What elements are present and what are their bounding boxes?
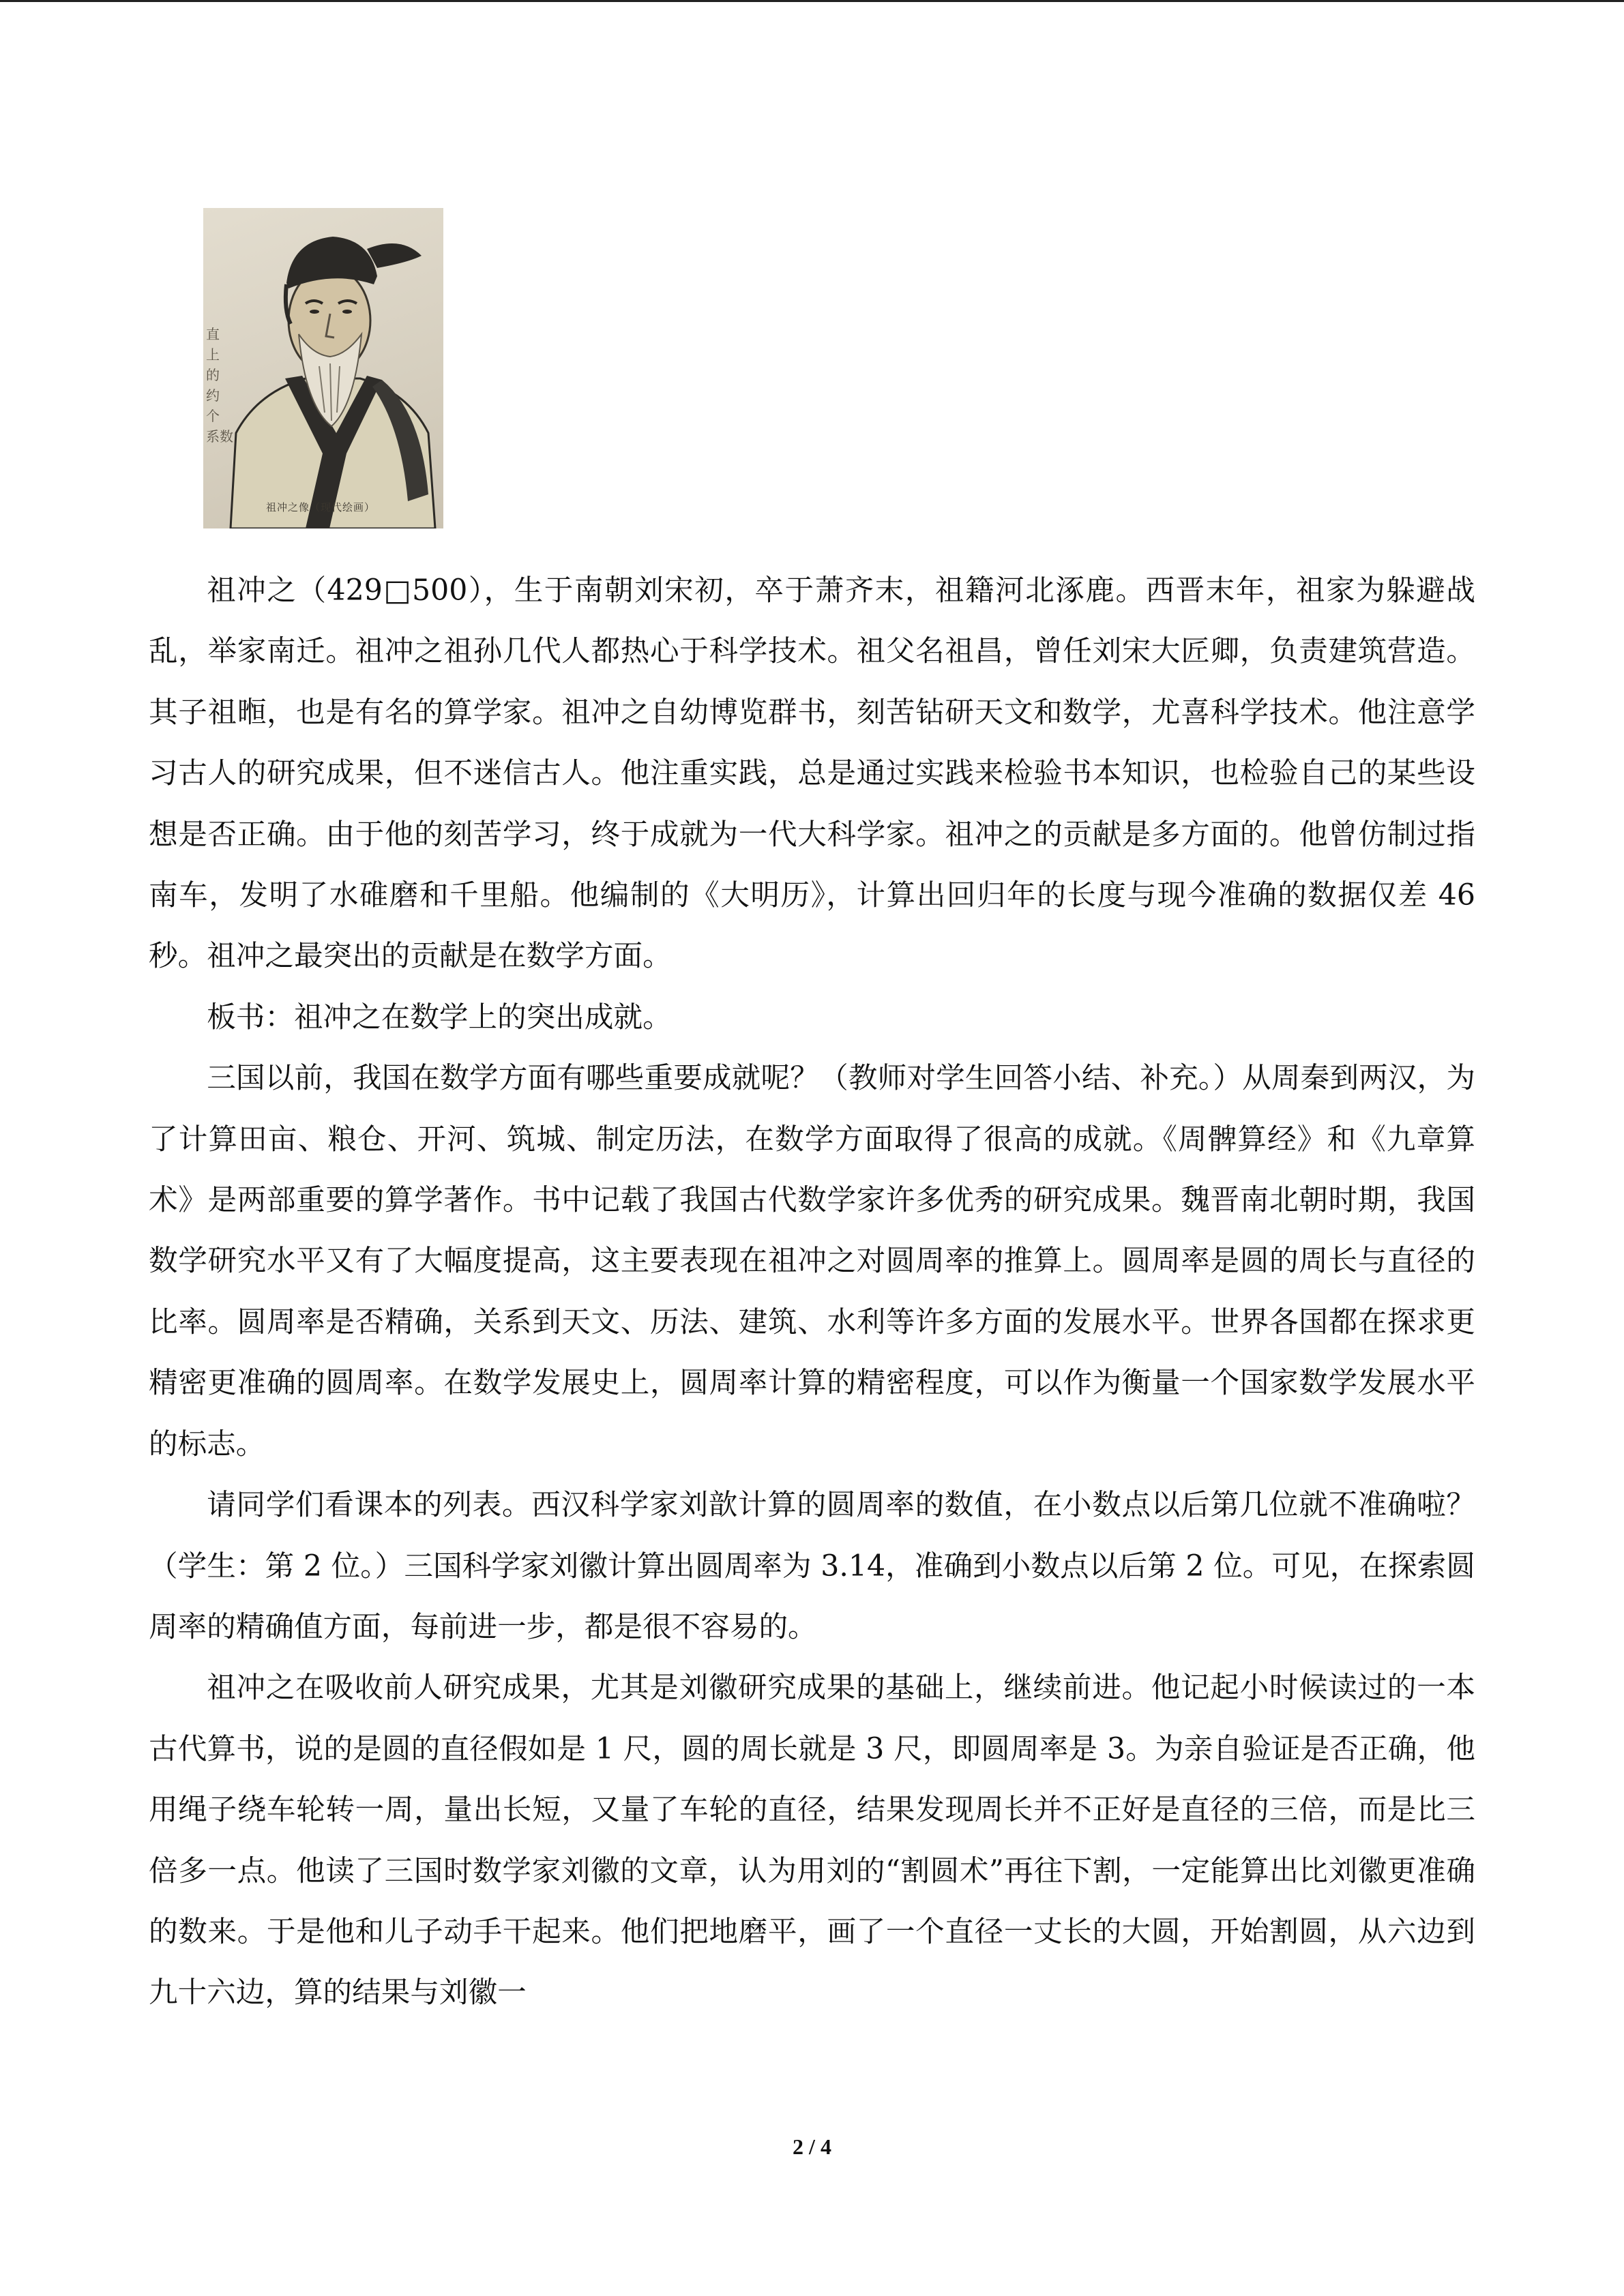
side-fragment: 的 bbox=[206, 367, 220, 383]
portrait-caption: 祖冲之像（现代绘画） bbox=[266, 501, 376, 513]
page-number: 2 / 4 bbox=[793, 2134, 831, 2159]
side-fragment: 个 bbox=[206, 408, 220, 424]
article-body bbox=[149, 561, 1475, 2024]
paragraph-math-history: 三国以前，我国在数学方面有哪些重要成就呢？（教师对学生回答小结、补充。）从周秦到两汉，为了计算田亩、粮仓、开河、筑城、制定历法，在数学方面取得了很高的成就。《周髀算经》和《九章算术》是两部重要的算学著作。书中记载了我国古代数学家许多优秀的研究成果。魏晋南北朝时期，我国数学研究水平又有了大幅度提高，这主要表现在祖冲之对圆周率的推算上。圆周率是圆的周长与直径的比率。圆周率是否精确，关系到天文、历法、建筑、水利等许多方面的发展水平。世界各国都在探求更精密更准确的圆周率。在数学发展史上，圆周率计算的精密程度，可以作为衡量一个国家数学发展水平的标志。 bbox=[149, 1061, 1475, 1461]
portrait-image bbox=[203, 208, 443, 528]
side-fragment: 系数 bbox=[206, 428, 233, 445]
side-fragment: 上 bbox=[206, 346, 220, 363]
top-border-line bbox=[0, 0, 1624, 2]
paragraph-pi-table: 请同学们看课本的列表。西汉科学家刘歆计算的圆周率的数值，在小数点以后第几位就不准确啦？（学生：第 2 位。）三国科学家刘徽计算出圆周率为 3.14，准确到小数点以后第 2 位。可见，在探索圆周率的精确值方面，每前进一步，都是很不容易的。 bbox=[149, 1488, 1475, 1644]
paragraph-blackboard-note: 板书：祖冲之在数学上的突出成就。 bbox=[207, 1000, 672, 1034]
side-fragment: 直 bbox=[206, 326, 220, 342]
side-fragment: 约 bbox=[206, 387, 220, 404]
paragraph-biography: 祖冲之（429□500），生于南朝刘宋初，卒于萧齐末，祖籍河北涿鹿。西晋末年，祖家为躲避战乱，举家南迁。祖冲之祖孙几代人都热心于科学技术。祖父名祖昌，曾任刘宋大匠卿，负责建筑营造。其子祖暅，也是有名的算学家。祖冲之自幼博览群书，刻苦钻研天文和数学，尤喜科学技术。他注意学习古人的研究成果，但不迷信古人。他注重实践，总是通过实践来检验书本知识，也检验自己的某些设想是否正确。由于他的刻苦学习，终于成就为一代大科学家。祖冲之的贡献是多方面的。他曾仿制过指南车，发明了水碓磨和千里船。他编制的《大明历》，计算出回归年的长度与现今准确的数据仅差 46 秒。祖冲之最突出的贡献是在数学方面。 bbox=[149, 573, 1475, 974]
photo-side-fragments bbox=[206, 324, 233, 447]
portrait-drawing bbox=[203, 208, 443, 528]
paragraph-experiment: 祖冲之在吸收前人研究成果，尤其是刘徽研究成果的基础上，继续前进。他记起小时候读过的一本古代算书，说的是圆的直径假如是 1 尺，圆的周长就是 3 尺，即圆周率是 3。为亲自验证是否正确，他用绳子绕车轮转一周，量出长短，又量了车轮的直径，结果发现周长并不正好是直径的三倍，而是比三倍多一点。他读了三国时数学家刘徽的文章，认为用刘的“割圆术”再往下割，一定能算出比刘徽更准确的数来。于是他和儿子动手干起来。他们把地磨平，画了一个直径一丈长的大圆，开始割圆，从六边到九十六边，算的结果与刘徽一 bbox=[149, 1671, 1475, 2010]
